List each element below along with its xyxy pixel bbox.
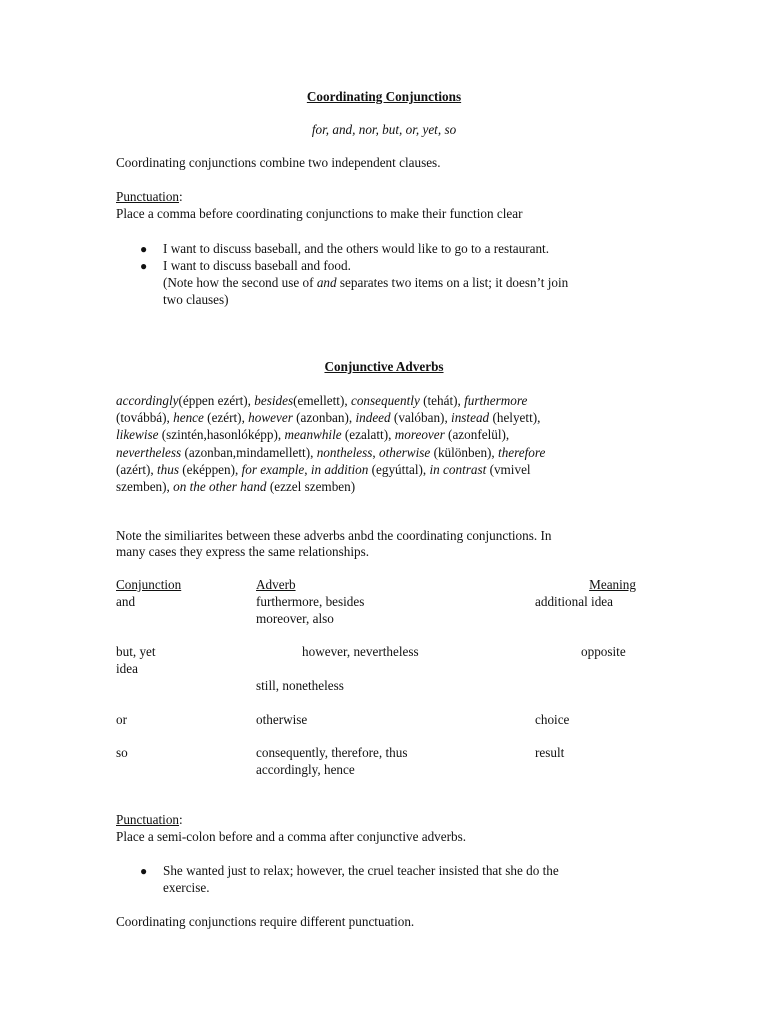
adverb-term: instead [451, 410, 490, 426]
table-cell-adverb: consequently, therefore, thus [256, 745, 408, 760]
table-cell-conjunction: but, yet [116, 644, 156, 659]
adverb-term: nontheless [316, 444, 373, 460]
table-cell-adverb: furthermore, besides [256, 594, 365, 609]
bullet-item: I want to discuss baseball, and the others would like to go to a restaurant. [163, 241, 550, 256]
adverb-term: likewise [116, 427, 159, 443]
section-title-coordinating-conjunctions: Coordinating Conjunctions [306, 89, 462, 104]
adverb-translation: (emellett), [293, 393, 351, 408]
bullet-icon: ● [140, 242, 148, 256]
adverb-term: in addition [310, 461, 369, 477]
adverb-term: for example [241, 461, 305, 477]
adverb-term: however [248, 410, 293, 426]
intro-text: Coordinating conjunctions combine two independent clauses. [116, 155, 441, 170]
adverb-term: thus [157, 461, 179, 477]
header-meaning: Meaning [589, 577, 636, 592]
adverb-translation: (azért), [116, 461, 157, 477]
adverb-translation: (szintén,hasonlóképp), [158, 427, 285, 443]
adverb-term: accordingly [116, 393, 179, 408]
bullet-item: I want to discuss baseball and food. [163, 258, 351, 273]
adverb-translation: (különben), [430, 444, 499, 460]
table-cell-meaning: additional idea [535, 594, 613, 609]
adverb-term: otherwise [378, 444, 431, 460]
adverb-translation: (vmivel [486, 461, 531, 477]
bullet-item-line2: exercise. [163, 880, 210, 895]
adverb-translation: (azonban), [292, 410, 356, 426]
adverb-term: in contrast [429, 461, 487, 477]
header-adverb: Adverb [256, 577, 296, 592]
adverb-term: therefore [498, 444, 546, 460]
bullet-item: She wanted just to relax; however, the cruel teacher insisted that she do the [163, 863, 559, 878]
table-cell-meaning: result [535, 745, 565, 760]
adverb-translation: , [304, 461, 311, 477]
adverb-paragraph [116, 392, 545, 495]
adverb-term: meanwhile [284, 427, 342, 443]
header-conjunction: Conjunction [116, 577, 182, 592]
adverb-translation: (azonfelül), [444, 427, 510, 443]
similarities-text: Note the similiarites between these adverbs anbd the coordinating conjunctions. In [116, 528, 552, 543]
conjunction-list: for, and, nor, but, or, yet, so [311, 122, 457, 137]
table-cell-adverb: accordingly, hence [256, 762, 355, 777]
note-text-line2: two clauses) [163, 292, 229, 307]
adverb-translation: szemben), [116, 479, 174, 495]
adverb-term: consequently [350, 393, 420, 408]
table-cell-conjunction: or [116, 712, 127, 727]
adverb-translation: (eképpen), [178, 461, 242, 477]
table-cell-meaning-wrap: idea [116, 661, 138, 676]
adverb-translation: (ezalatt), [341, 427, 395, 443]
bullet-icon: ● [140, 259, 148, 273]
table-cell-meaning: choice [535, 712, 570, 727]
closing-text: Coordinating conjunctions require different punctuation. [116, 914, 415, 929]
adverb-term: nevertheless [116, 444, 182, 460]
adverb-term: hence [173, 410, 204, 426]
table-cell-conjunction: so [116, 745, 128, 760]
adverb-translation: (valóban), [390, 410, 452, 426]
punctuation-text-2: Place a semi-colon before and a comma after conjunctive adverbs. [116, 829, 467, 844]
adverb-translation: (éppen ezért), [178, 393, 255, 408]
adverb-term: on the other hand [173, 479, 267, 495]
adverb-translation: , [372, 444, 379, 460]
adverb-translation: (egyúttal), [368, 461, 430, 477]
adverb-term: indeed [355, 410, 391, 426]
table-cell-adverb: otherwise [256, 712, 308, 727]
note-text: (Note how the second use of and separates two items on a list; it doesn’t join [163, 275, 569, 290]
table-cell-adverb: still, nonetheless [256, 678, 344, 693]
similarities-text-line2: many cases they express the same relationships. [116, 544, 370, 559]
adverb-term: moreover [394, 427, 445, 443]
adverb-term: furthermore [464, 393, 528, 408]
adverb-translation: (azonban,mindamellett), [181, 444, 317, 460]
adverb-translation: (ezért), [203, 410, 249, 426]
adverb-translation: (ezzel szemben) [266, 479, 356, 495]
table-cell-adverb: however, nevertheless [302, 644, 419, 659]
table-cell-conjunction: and [116, 594, 136, 609]
adverb-translation: (továbbá), [116, 410, 174, 426]
adverb-translation: (helyett), [489, 410, 541, 426]
table-cell-adverb: moreover, also [256, 611, 334, 626]
punctuation-text: Place a comma before coordinating conjunctions to make their function clear [116, 206, 523, 221]
punctuation-heading-2: Punctuation: [116, 812, 183, 827]
bullet-icon: ● [140, 864, 148, 878]
adverb-term: besides [254, 393, 294, 408]
table-cell-meaning: opposite [581, 644, 626, 659]
adverb-translation: (tehát), [419, 393, 465, 408]
punctuation-heading: Punctuation: [116, 189, 183, 204]
section-title-conjunctive-adverbs: Conjunctive Adverbs [324, 359, 444, 374]
